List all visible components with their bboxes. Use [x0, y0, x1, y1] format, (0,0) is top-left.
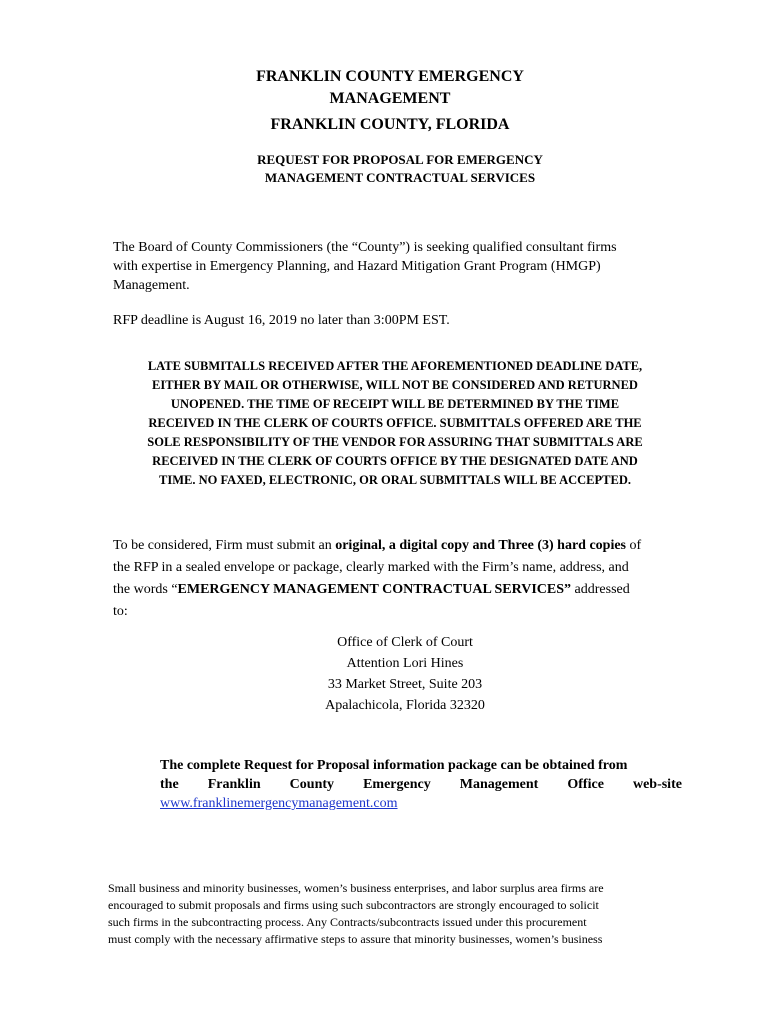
- intro-paragraph: [113, 238, 693, 295]
- intro-line: Management.: [113, 278, 190, 293]
- package-word: Franklin: [207, 777, 261, 792]
- notice-line: must comply with the necessary affirmative steps to assure that minority businesses, women’s business: [108, 932, 603, 946]
- package-info: [160, 756, 682, 813]
- website-link[interactable]: www.franklinemergencymanagement.com: [160, 796, 398, 811]
- submission-line: to:: [113, 604, 128, 619]
- package-word: web-site: [632, 777, 682, 792]
- title-line-1: FRANKLIN COUNTY EMERGENCY: [256, 68, 524, 85]
- warning-line: EITHER BY MAIL OR OTHERWISE, WILL NOT BE CONSIDERED AND RETURNED: [152, 378, 638, 392]
- submission-text: To be considered, Firm must submit an: [113, 538, 336, 553]
- address-line: Attention Lori Hines: [346, 656, 464, 671]
- intro-line: The Board of County Commissioners (the “County”) is seeking qualified consultant firms: [113, 240, 617, 255]
- title-line-3: FRANKLIN COUNTY, FLORIDA: [270, 116, 510, 133]
- address-line: 33 Market Street, Suite 203: [327, 677, 483, 692]
- subtitle-line-2: MANAGEMENT CONTRACTUAL SERVICES: [264, 170, 536, 185]
- submission-marking-emphasis: EMERGENCY MANAGEMENT CONTRACTUAL SERVICES”: [177, 582, 572, 597]
- intro-line: with expertise in Emergency Planning, and Hazard Mitigation Grant Program (HMGP): [113, 259, 601, 274]
- package-word: the: [160, 777, 179, 792]
- warning-line: RECEIVED IN THE CLERK OF COURTS OFFICE BY THE DESIGNATED DATE AND: [152, 454, 638, 468]
- notice-line: Small business and minority businesses, women’s business enterprises, and labor surplus area firms are: [108, 881, 604, 895]
- submission-copies-emphasis: original, a digital copy and Three (3) hard copies: [335, 538, 626, 553]
- submission-line: [113, 579, 698, 601]
- warning-line: TIME. NO FAXED, ELECTRONIC, OR ORAL SUBMITTALS WILL BE ACCEPTED.: [159, 473, 631, 487]
- submission-text: addressed: [571, 582, 630, 597]
- submission-line: [113, 535, 698, 557]
- submission-text: the words “: [113, 582, 178, 597]
- package-word: Office: [567, 777, 604, 792]
- package-line: [160, 775, 682, 794]
- late-submittals-warning: [110, 357, 680, 490]
- warning-line: SOLE RESPONSIBILITY OF THE VENDOR FOR ASSURING THAT SUBMITTALS ARE: [147, 435, 643, 449]
- address-line: Apalachicola, Florida 32320: [325, 698, 485, 713]
- package-line: [160, 794, 682, 813]
- package-word: County: [289, 777, 335, 792]
- notice-line: encouraged to submit proposals and firms using such subcontractors are strongly encouraged to solicit: [108, 898, 599, 912]
- small-business-notice: [108, 880, 698, 948]
- title-line-2: MANAGEMENT: [329, 90, 451, 107]
- warning-line: UNOPENED. THE TIME OF RECEIPT WILL BE DETERMINED BY THE TIME: [170, 397, 620, 411]
- package-word: Emergency: [363, 777, 431, 792]
- notice-line: such firms in the subcontracting process. Any Contracts/subcontracts issued under this procurement: [108, 915, 587, 929]
- package-line: The complete Request for Proposal information package can be obtained from: [160, 758, 628, 773]
- package-word: Management: [459, 777, 539, 792]
- submission-line: the RFP in a sealed envelope or package, clearly marked with the Firm’s name, address, and: [113, 560, 629, 575]
- deadline-paragraph: RFP deadline is August 16, 2019 no later than 3:00PM EST.: [113, 313, 450, 328]
- submission-text: of: [626, 538, 642, 553]
- subtitle-line-1: REQUEST FOR PROPOSAL FOR EMERGENCY: [257, 152, 543, 167]
- submission-instructions: [113, 535, 698, 623]
- warning-line: RECEIVED IN THE CLERK OF COURTS OFFICE. SUBMITTALS OFFERED ARE THE: [148, 416, 642, 430]
- warning-line: LATE SUBMITALLS RECEIVED AFTER THE AFOREMENTIONED DEADLINE DATE,: [147, 359, 643, 373]
- mailing-address: [270, 632, 540, 716]
- address-line: Office of Clerk of Court: [337, 635, 473, 650]
